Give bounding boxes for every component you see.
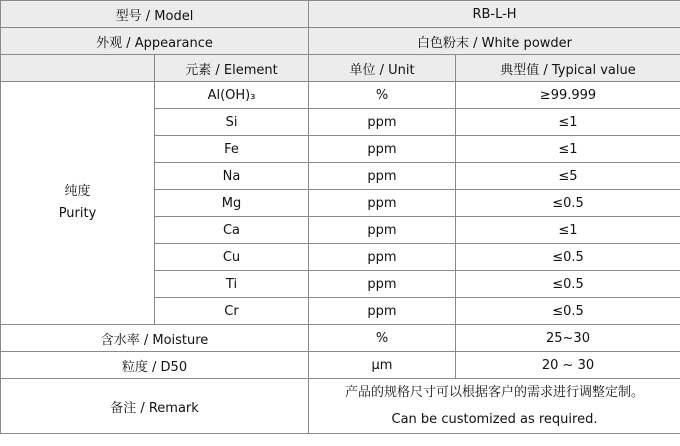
unit-cell: ppm bbox=[309, 136, 456, 163]
remark-value bbox=[309, 379, 680, 434]
value-cell: ≤5 bbox=[456, 163, 680, 190]
element-cell: Cr bbox=[155, 298, 309, 325]
appearance-value: 白色粉末 / White powder bbox=[309, 28, 680, 55]
unit-cell: % bbox=[309, 82, 456, 109]
appearance-label: 外观 / Appearance bbox=[1, 28, 309, 55]
unit-cell: ppm bbox=[309, 109, 456, 136]
value-cell: ≤1 bbox=[456, 109, 680, 136]
value-cell: ≤1 bbox=[456, 136, 680, 163]
appearance-row bbox=[1, 28, 680, 55]
particle-size-unit: μm bbox=[309, 352, 456, 379]
moisture-unit: % bbox=[309, 325, 456, 352]
element-cell: Si bbox=[155, 109, 309, 136]
element-cell: Cu bbox=[155, 244, 309, 271]
element-cell: Ca bbox=[155, 217, 309, 244]
unit-cell: ppm bbox=[309, 244, 456, 271]
value-cell: ≤1 bbox=[456, 217, 680, 244]
unit-cell: ppm bbox=[309, 298, 456, 325]
value-cell: ≤0.5 bbox=[456, 271, 680, 298]
value-cell: ≤0.5 bbox=[456, 244, 680, 271]
model-label: 型号 / Model bbox=[1, 1, 309, 28]
header-blank bbox=[1, 55, 155, 82]
element-cell: Fe bbox=[155, 136, 309, 163]
header-typical-value: 典型值 / Typical value bbox=[456, 55, 680, 82]
particle-size-value: 20 ~ 30 bbox=[456, 352, 680, 379]
element-cell: Ti bbox=[155, 271, 309, 298]
purity-label-cn: 纯度 bbox=[64, 184, 91, 199]
header-row bbox=[1, 55, 680, 82]
value-cell: ≥99.999 bbox=[456, 82, 680, 109]
moisture-row bbox=[1, 325, 680, 352]
remark-line-cn: 产品的规格尺寸可以根据客户的需求进行调整定制。 bbox=[344, 385, 644, 400]
particle-size-row bbox=[1, 352, 680, 379]
remark-label: 备注 / Remark bbox=[1, 379, 309, 434]
moisture-label: 含水率 / Moisture bbox=[1, 325, 309, 352]
model-row bbox=[1, 1, 680, 28]
particle-size-label: 粒度 / D50 bbox=[1, 352, 309, 379]
remark-line-en: Can be customized as required. bbox=[391, 412, 598, 427]
element-cell: Al(OH)₃ bbox=[155, 82, 309, 109]
header-element: 元素 / Element bbox=[155, 55, 309, 82]
unit-cell: ppm bbox=[309, 217, 456, 244]
model-value: RB-L-H bbox=[309, 1, 680, 28]
unit-cell: ppm bbox=[309, 163, 456, 190]
purity-label bbox=[1, 82, 155, 325]
value-cell: ≤0.5 bbox=[456, 298, 680, 325]
purity-row bbox=[1, 82, 680, 109]
purity-label-en: Purity bbox=[58, 206, 97, 221]
header-unit: 单位 / Unit bbox=[309, 55, 456, 82]
value-cell: ≤0.5 bbox=[456, 190, 680, 217]
unit-cell: ppm bbox=[309, 271, 456, 298]
remark-row bbox=[1, 379, 680, 434]
unit-cell: ppm bbox=[309, 190, 456, 217]
element-cell: Mg bbox=[155, 190, 309, 217]
element-cell: Na bbox=[155, 163, 309, 190]
moisture-value: 25~30 bbox=[456, 325, 680, 352]
